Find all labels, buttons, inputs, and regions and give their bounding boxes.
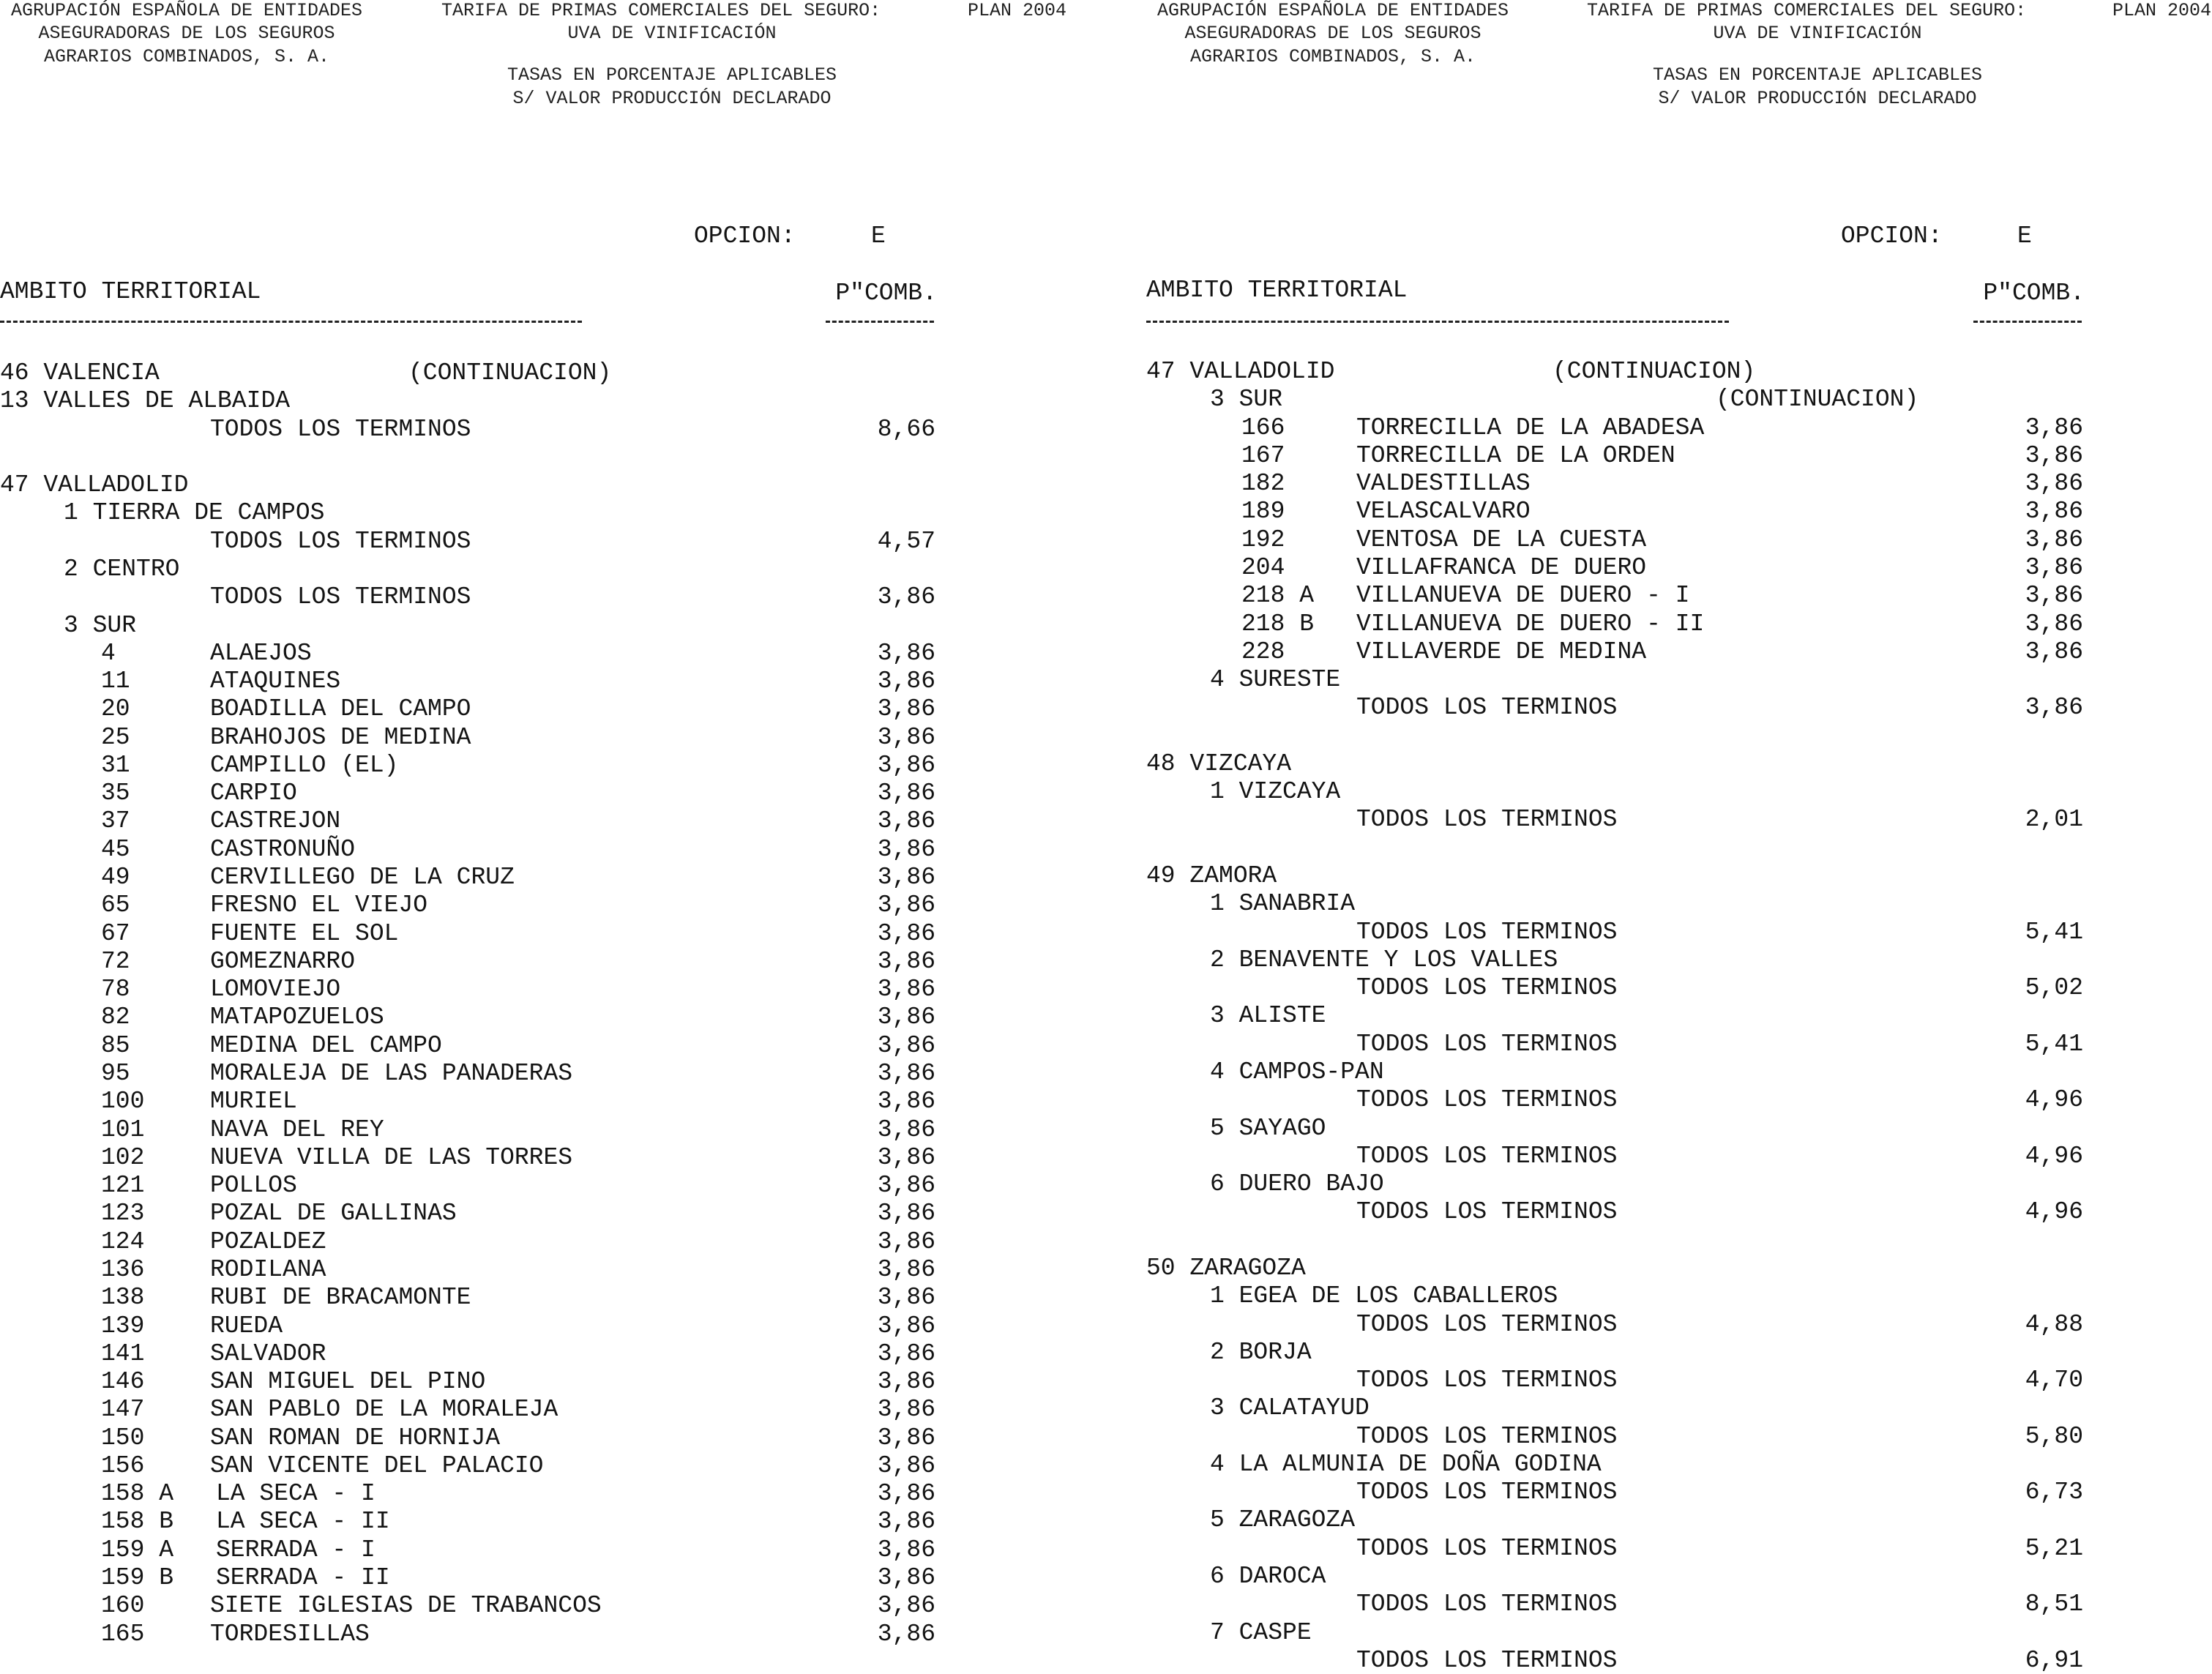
province-heading: 47 VALLADOLID xyxy=(0,471,189,498)
header-tarifa: TARIFA DE PRIMAS COMERCIALES DEL SEGURO: xyxy=(1587,0,2027,21)
municipality-code: 72 xyxy=(101,948,130,975)
comarca-heading: 5 SAYAGO xyxy=(1210,1115,1326,1142)
premium-rate: 3,86 xyxy=(877,1592,935,1619)
comarca-heading: 3 ALISTE xyxy=(1210,1002,1326,1029)
municipality-code: 65 xyxy=(101,892,130,919)
premium-rate: 3,86 xyxy=(877,1564,935,1591)
municipality-name: SIETE IGLESIAS DE TRABANCOS xyxy=(210,1592,602,1619)
municipality-name: CASTRONUÑO xyxy=(210,836,356,863)
column-prima-underline xyxy=(826,321,934,323)
municipality-name: LOMOVIEJO xyxy=(210,976,341,1003)
municipality-code: 150 xyxy=(101,1424,145,1451)
municipality-code: 124 xyxy=(101,1228,145,1255)
opcion-label: OPCION: xyxy=(694,223,796,250)
municipality-name: SAN MIGUEL DEL PINO xyxy=(210,1368,486,1395)
premium-rate: 3,86 xyxy=(2025,638,2083,665)
province-heading: 46 VALENCIA xyxy=(0,359,160,386)
municipality-name: LA SECA - I xyxy=(216,1480,375,1507)
all-terms-label: TODOS LOS TERMINOS xyxy=(1356,974,1618,1001)
premium-rate: 3,86 xyxy=(877,920,935,947)
municipality-code: 45 xyxy=(101,836,130,863)
all-terms-label: TODOS LOS TERMINOS xyxy=(210,416,471,443)
municipality-code: 158 A xyxy=(101,1480,174,1507)
premium-rate: 3,86 xyxy=(877,640,935,667)
municipality-name: VILLAVERDE DE MEDINA xyxy=(1356,638,1647,665)
province-heading: 49 ZAMORA xyxy=(1146,862,1277,889)
municipality-name: POZALDEZ xyxy=(210,1228,326,1255)
province-heading: 13 VALLES DE ALBAIDA xyxy=(0,387,291,414)
premium-rate: 4,96 xyxy=(2025,1198,2083,1225)
premium-rate: 3,86 xyxy=(877,1536,935,1563)
municipality-code: 159 A xyxy=(101,1536,174,1563)
municipality-code: 182 xyxy=(1241,470,1285,497)
comarca-heading: 4 CAMPOS-PAN xyxy=(1210,1058,1384,1086)
column-ambito-underline xyxy=(0,321,582,323)
all-terms-label: TODOS LOS TERMINOS xyxy=(1356,1143,1618,1170)
premium-rate: 5,41 xyxy=(2025,1031,2083,1058)
premium-rate: 3,86 xyxy=(877,1340,935,1367)
municipality-name: SAN PABLO DE LA MORALEJA xyxy=(210,1396,558,1423)
header-org-line-2: ASEGURADORAS DE LOS SEGUROS xyxy=(38,23,335,44)
premium-rate: 5,80 xyxy=(2025,1423,2083,1450)
municipality-code: 101 xyxy=(101,1116,145,1143)
municipality-code: 218 A xyxy=(1241,582,1315,609)
comarca-heading: 6 DAROCA xyxy=(1210,1563,1326,1590)
municipality-code: 31 xyxy=(101,752,130,779)
header-cultivo: UVA DE VINIFICACIÓN xyxy=(567,23,777,44)
header-org-line-1: AGRUPACIÓN ESPAÑOLA DE ENTIDADES xyxy=(10,0,363,21)
premium-rate: 3,86 xyxy=(2025,414,2083,441)
municipality-code: 189 xyxy=(1241,498,1285,525)
comarca-heading: 4 SURESTE xyxy=(1210,666,1341,693)
municipality-name: TORRECILLA DE LA ABADESA xyxy=(1356,414,1705,441)
premium-rate: 3,86 xyxy=(877,1004,935,1031)
municipality-name: GOMEZNARRO xyxy=(210,948,356,975)
header-tasas-line-2: S/ VALOR PRODUCCIÓN DECLARADO xyxy=(1658,88,1977,109)
municipality-name: VILLANUEVA DE DUERO - II xyxy=(1356,610,1705,638)
premium-rate: 3,86 xyxy=(877,695,935,722)
municipality-code: 67 xyxy=(101,920,130,947)
all-terms-label: TODOS LOS TERMINOS xyxy=(1356,1198,1618,1225)
premium-rate: 3,86 xyxy=(877,1144,935,1171)
premium-rate: 3,86 xyxy=(877,1172,935,1199)
municipality-name: CASTREJON xyxy=(210,807,341,834)
municipality-code: 139 xyxy=(101,1312,145,1339)
municipality-name: CAMPILLO (EL) xyxy=(210,752,399,779)
header-org-line-3: AGRARIOS COMBINADOS, S. A. xyxy=(1189,46,1476,67)
municipality-name: BRAHOJOS DE MEDINA xyxy=(210,724,471,751)
column-ambito-heading: AMBITO TERRITORIAL xyxy=(1146,277,1408,304)
premium-rate: 3,86 xyxy=(877,1284,935,1311)
municipality-code: 165 xyxy=(101,1621,145,1648)
municipality-name: ATAQUINES xyxy=(210,668,341,695)
premium-rate: 5,21 xyxy=(2025,1535,2083,1562)
premium-rate: 3,86 xyxy=(877,1621,935,1648)
header-cultivo: UVA DE VINIFICACIÓN xyxy=(1713,23,1922,44)
all-terms-label: TODOS LOS TERMINOS xyxy=(1356,1086,1618,1113)
municipality-name: NUEVA VILLA DE LAS TORRES xyxy=(210,1144,573,1171)
municipality-name: TORDESILLAS xyxy=(210,1621,370,1648)
municipality-name: NAVA DEL REY xyxy=(210,1116,384,1143)
opcion-label: OPCION: xyxy=(1841,223,1943,250)
all-terms-label: TODOS LOS TERMINOS xyxy=(1356,1423,1618,1450)
premium-rate: 3,86 xyxy=(877,1424,935,1451)
premium-rate: 3,86 xyxy=(2025,582,2083,609)
premium-rate: 3,86 xyxy=(2025,498,2083,525)
all-terms-label: TODOS LOS TERMINOS xyxy=(1356,919,1618,946)
premium-rate: 3,86 xyxy=(877,1312,935,1339)
premium-rate: 3,86 xyxy=(877,864,935,891)
municipality-code: 138 xyxy=(101,1284,145,1311)
municipality-code: 158 B xyxy=(101,1508,174,1535)
municipality-code: 85 xyxy=(101,1032,130,1059)
premium-rate: 3,86 xyxy=(877,1396,935,1423)
comarca-heading: 1 SANABRIA xyxy=(1210,890,1356,917)
premium-rate: 4,70 xyxy=(2025,1367,2083,1394)
premium-rate: 3,86 xyxy=(877,1200,935,1227)
premium-rate: 8,51 xyxy=(2025,1591,2083,1618)
comarca-heading: 7 CASPE xyxy=(1210,1619,1312,1646)
municipality-name: VILLANUEVA DE DUERO - I xyxy=(1356,582,1690,609)
premium-rate: 3,86 xyxy=(877,780,935,807)
premium-rate: 6,91 xyxy=(2025,1647,2083,1674)
all-terms-label: TODOS LOS TERMINOS xyxy=(1356,1591,1618,1618)
municipality-name: LA SECA - II xyxy=(216,1508,390,1535)
municipality-code: 204 xyxy=(1241,554,1285,581)
header-org-line-2: ASEGURADORAS DE LOS SEGUROS xyxy=(1184,23,1481,44)
all-terms-label: TODOS LOS TERMINOS xyxy=(1356,694,1618,721)
continuation-note: (CONTINUACION) xyxy=(1552,358,1756,385)
premium-rate: 3,86 xyxy=(877,807,935,834)
all-terms-label: TODOS LOS TERMINOS xyxy=(1356,1031,1618,1058)
municipality-code: 167 xyxy=(1241,442,1285,469)
municipality-name: SERRADA - II xyxy=(216,1564,390,1591)
premium-rate: 8,66 xyxy=(877,416,935,443)
municipality-code: 49 xyxy=(101,864,130,891)
municipality-code: 166 xyxy=(1241,414,1285,441)
premium-rate: 3,86 xyxy=(2025,694,2083,721)
header-tarifa: TARIFA DE PRIMAS COMERCIALES DEL SEGURO: xyxy=(441,0,881,21)
province-heading: 48 VIZCAYA xyxy=(1146,750,1292,777)
municipality-name: SAN VICENTE DEL PALACIO xyxy=(210,1452,544,1479)
opcion-value: E xyxy=(2017,223,2032,250)
municipality-code: 136 xyxy=(101,1256,145,1283)
premium-rate: 5,41 xyxy=(2025,919,2083,946)
municipality-name: SERRADA - I xyxy=(216,1536,375,1563)
column-prima-underline xyxy=(1973,321,2082,323)
header-plan: PLAN 2004 xyxy=(2112,0,2212,21)
municipality-name: SAN ROMAN DE HORNIJA xyxy=(210,1424,501,1451)
premium-rate: 3,86 xyxy=(877,1032,935,1059)
all-terms-label: TODOS LOS TERMINOS xyxy=(1356,1367,1618,1394)
premium-rate: 3,86 xyxy=(877,1256,935,1283)
premium-rate: 3,86 xyxy=(877,836,935,863)
premium-rate: 3,86 xyxy=(877,583,935,610)
municipality-name: VALDESTILLAS xyxy=(1356,470,1531,497)
all-terms-label: TODOS LOS TERMINOS xyxy=(1356,1311,1618,1338)
municipality-name: FUENTE EL SOL xyxy=(210,920,399,947)
municipality-code: 123 xyxy=(101,1200,145,1227)
municipality-name: VILLAFRANCA DE DUERO xyxy=(1356,554,1647,581)
premium-rate: 3,86 xyxy=(877,1088,935,1115)
header-org-line-3: AGRARIOS COMBINADOS, S. A. xyxy=(43,46,330,67)
municipality-code: 147 xyxy=(101,1396,145,1423)
all-terms-label: TODOS LOS TERMINOS xyxy=(1356,806,1618,833)
premium-rate: 4,96 xyxy=(2025,1086,2083,1113)
premium-rate: 3,86 xyxy=(2025,554,2083,581)
premium-rate: 4,88 xyxy=(2025,1311,2083,1338)
premium-rate: 3,86 xyxy=(877,948,935,975)
municipality-code: 37 xyxy=(101,807,130,834)
all-terms-label: TODOS LOS TERMINOS xyxy=(1356,1479,1618,1506)
municipality-code: 160 xyxy=(101,1592,145,1619)
municipality-code: 218 B xyxy=(1241,610,1315,638)
municipality-name: CERVILLEGO DE LA CRUZ xyxy=(210,864,515,891)
continuation-note: (CONTINUACION) xyxy=(408,359,612,386)
municipality-code: 141 xyxy=(101,1340,145,1367)
header-org-line-1: AGRUPACIÓN ESPAÑOLA DE ENTIDADES xyxy=(1157,0,1509,21)
premium-rate: 3,86 xyxy=(2025,470,2083,497)
municipality-name: RUEDA xyxy=(210,1312,283,1339)
municipality-name: MURIEL xyxy=(210,1088,297,1115)
continuation-note: (CONTINUACION) xyxy=(1716,386,1919,413)
municipality-name: MATAPOZUELOS xyxy=(210,1004,384,1031)
municipality-name: CARPIO xyxy=(210,780,297,807)
municipality-code: 95 xyxy=(101,1060,130,1087)
comarca-heading: 1 TIERRA DE CAMPOS xyxy=(64,499,325,526)
column-ambito-heading: AMBITO TERRITORIAL xyxy=(0,278,261,305)
comarca-heading: 4 LA ALMUNIA DE DOÑA GODINA xyxy=(1210,1451,1602,1478)
premium-rate: 3,86 xyxy=(877,668,935,695)
municipality-code: 102 xyxy=(101,1144,145,1171)
header-tasas-line-1: TASAS EN PORCENTAJE APLICABLES xyxy=(507,64,837,86)
premium-rate: 3,86 xyxy=(877,1228,935,1255)
premium-rate: 4,96 xyxy=(2025,1143,2083,1170)
header-plan: PLAN 2004 xyxy=(968,0,1067,21)
comarca-heading: 5 ZARAGOZA xyxy=(1210,1506,1356,1533)
municipality-code: 4 xyxy=(101,640,116,667)
comarca-heading: 1 EGEA DE LOS CABALLEROS xyxy=(1210,1282,1558,1309)
comarca-heading: 1 VIZCAYA xyxy=(1210,778,1341,805)
column-prima-heading: P"COMB. xyxy=(835,280,937,307)
municipality-code: 192 xyxy=(1241,526,1285,553)
municipality-name: FRESNO EL VIEJO xyxy=(210,892,428,919)
all-terms-label: TODOS LOS TERMINOS xyxy=(1356,1535,1618,1562)
municipality-code: 159 B xyxy=(101,1564,174,1591)
municipality-code: 100 xyxy=(101,1088,145,1115)
municipality-code: 146 xyxy=(101,1368,145,1395)
municipality-code: 20 xyxy=(101,695,130,722)
comarca-heading: 6 DUERO BAJO xyxy=(1210,1170,1384,1197)
province-heading: 47 VALLADOLID xyxy=(1146,358,1335,385)
comarca-heading: 3 SUR xyxy=(64,612,137,639)
municipality-code: 78 xyxy=(101,976,130,1003)
premium-rate: 3,86 xyxy=(2025,442,2083,469)
all-terms-label: TODOS LOS TERMINOS xyxy=(210,528,471,555)
municipality-name: POZAL DE GALLINAS xyxy=(210,1200,457,1227)
comarca-heading: 3 CALATAYUD xyxy=(1210,1394,1370,1421)
premium-rate: 3,86 xyxy=(877,1480,935,1507)
header-tasas-line-1: TASAS EN PORCENTAJE APLICABLES xyxy=(1652,64,1983,86)
premium-rate: 3,86 xyxy=(877,1116,935,1143)
municipality-name: MORALEJA DE LAS PANADERAS xyxy=(210,1060,573,1087)
municipality-name: MEDINA DEL CAMPO xyxy=(210,1032,442,1059)
municipality-name: RUBI DE BRACAMONTE xyxy=(210,1284,471,1311)
municipality-name: POLLOS xyxy=(210,1172,297,1199)
premium-rate: 3,86 xyxy=(877,976,935,1003)
municipality-name: TORRECILLA DE LA ORDEN xyxy=(1356,442,1675,469)
premium-rate: 2,01 xyxy=(2025,806,2083,833)
province-heading: 50 ZARAGOZA xyxy=(1146,1255,1306,1282)
municipality-code: 35 xyxy=(101,780,130,807)
municipality-name: RODILANA xyxy=(210,1256,326,1283)
premium-rate: 3,86 xyxy=(2025,610,2083,638)
premium-rate: 3,86 xyxy=(877,724,935,751)
municipality-code: 82 xyxy=(101,1004,130,1031)
comarca-heading: 2 CENTRO xyxy=(64,556,180,583)
column-prima-heading: P"COMB. xyxy=(1983,280,2085,307)
municipality-name: BOADILLA DEL CAMPO xyxy=(210,695,471,722)
municipality-code: 11 xyxy=(101,668,130,695)
opcion-value: E xyxy=(871,223,886,250)
municipality-name: VENTOSA DE LA CUESTA xyxy=(1356,526,1647,553)
municipality-code: 228 xyxy=(1241,638,1285,665)
premium-rate: 3,86 xyxy=(877,1368,935,1395)
premium-rate: 3,86 xyxy=(877,1508,935,1535)
municipality-code: 121 xyxy=(101,1172,145,1199)
premium-rate: 5,02 xyxy=(2025,974,2083,1001)
municipality-name: SALVADOR xyxy=(210,1340,326,1367)
all-terms-label: TODOS LOS TERMINOS xyxy=(210,583,471,610)
premium-rate: 4,57 xyxy=(877,528,935,555)
column-ambito-underline xyxy=(1146,321,1729,323)
all-terms-label: TODOS LOS TERMINOS xyxy=(1356,1647,1618,1674)
municipality-code: 156 xyxy=(101,1452,145,1479)
municipality-name: VELASCALVARO xyxy=(1356,498,1531,525)
premium-rate: 3,86 xyxy=(877,752,935,779)
premium-rate: 6,73 xyxy=(2025,1479,2083,1506)
comarca-heading: 2 BENAVENTE Y LOS VALLES xyxy=(1210,946,1558,974)
municipality-code: 25 xyxy=(101,724,130,751)
premium-rate: 3,86 xyxy=(877,892,935,919)
premium-rate: 3,86 xyxy=(877,1060,935,1087)
comarca-heading: 3 SUR xyxy=(1210,386,1283,413)
municipality-name: ALAEJOS xyxy=(210,640,312,667)
comarca-heading: 2 BORJA xyxy=(1210,1339,1312,1366)
header-tasas-line-2: S/ VALOR PRODUCCIÓN DECLARADO xyxy=(512,88,832,109)
premium-rate: 3,86 xyxy=(2025,526,2083,553)
premium-rate: 3,86 xyxy=(877,1452,935,1479)
